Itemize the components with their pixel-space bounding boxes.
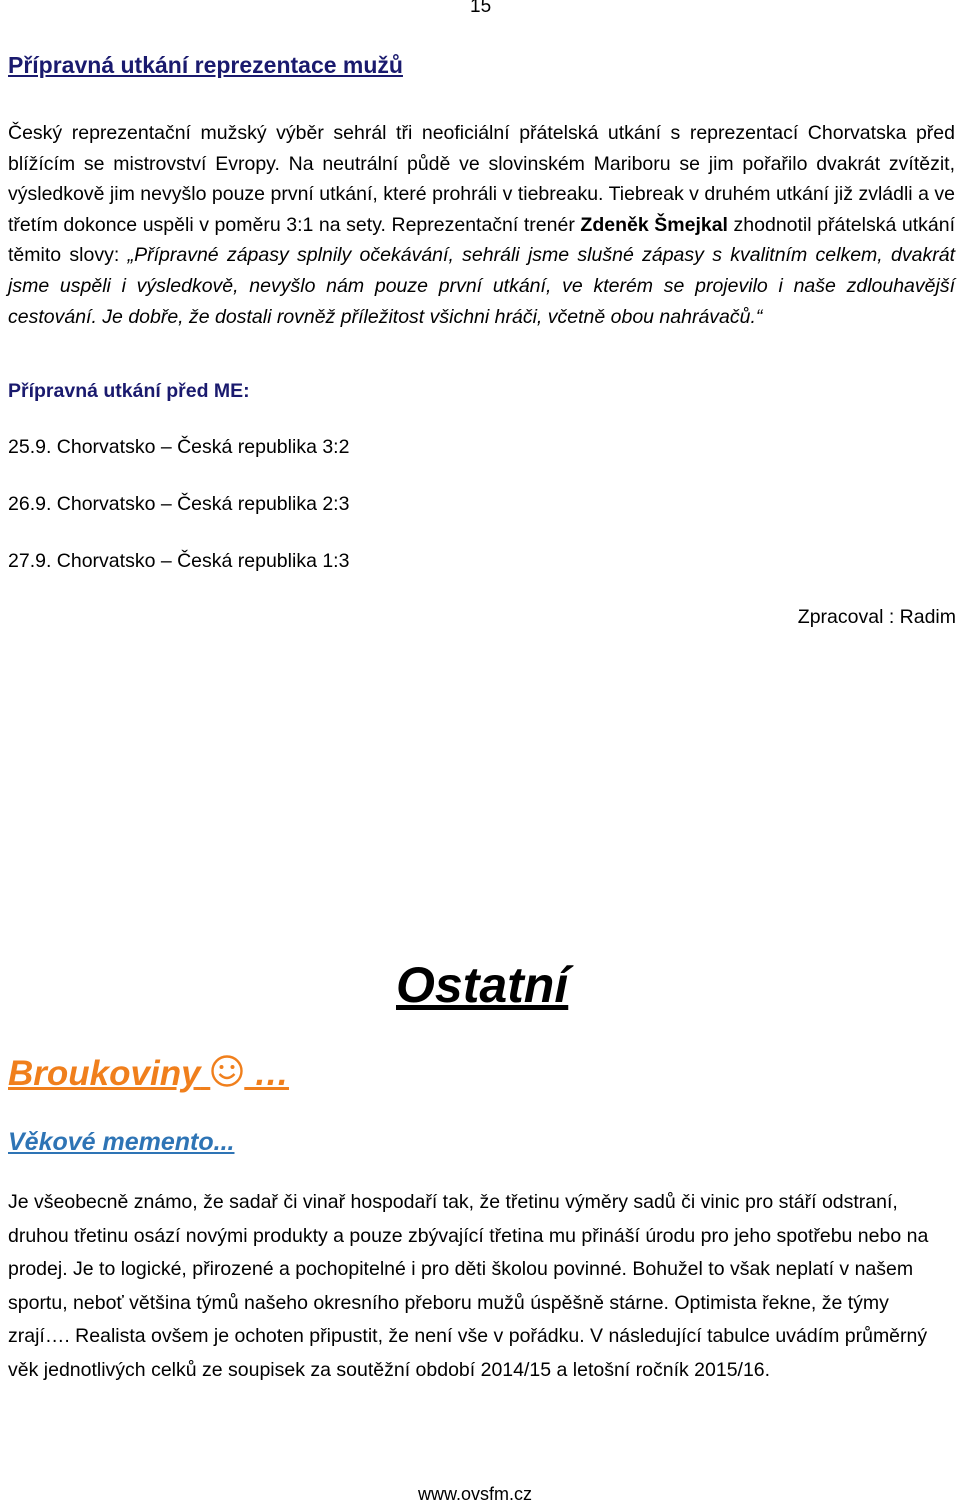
subsection-title: Věkové memento... bbox=[8, 1128, 235, 1156]
match-result: 26.9. Chorvatsko – Česká republika 2:3 bbox=[8, 493, 350, 515]
matches-heading: Přípravná utkání před ME: bbox=[8, 380, 250, 402]
paragraph-text-1: Český reprezentační mužský výběr sehrál tři neoficiální přátelská utkání s reprezentací Chorvatska před blížícím se mistrovství Evropy. Na neutrální půdě ve slovinském Mariboru se jim pořařilo dvakrát zvítězit, výsledkově jim nevyšlo pouze první utkání, které prohráli v tiebreaku. Tiebreak v druhém utkání již zvládli a ve třetím dokonce uspěli v poměru 3:1 na sety. Reprezentační trenér bbox=[8, 122, 955, 236]
paragraph-text-2: zhodnotil přátelská utkání těmito slovy: bbox=[8, 213, 955, 267]
smiley-icon bbox=[210, 1054, 244, 1097]
page-number: 15 bbox=[470, 0, 492, 17]
section-title: Ostatní bbox=[396, 957, 569, 1013]
author-credit: Zpracoval : Radim bbox=[797, 606, 956, 628]
article-paragraph bbox=[8, 118, 955, 332]
coach-quote: „Přípravné zápasy splnily očekávání, sehráli jsme slušné zápasy s kvalitním celkem, dvakrát jsme uspěli i výsledkově, nevyšlo nám pouze první utkání, ve kterém se projevilo i naše zdlouhavější cestování. Je dobře, že dostali rovněž příležitost všichni hráči, včetně obou nahrávačů.“ bbox=[8, 244, 955, 328]
article-heading: Přípravná utkání reprezentace mužů bbox=[8, 52, 403, 78]
match-result: 27.9. Chorvatsko – Česká republika 1:3 bbox=[8, 550, 350, 572]
footer-url[interactable]: www.ovsfm.cz bbox=[418, 1484, 533, 1504]
match-result: 25.9. Chorvatsko – Česká republika 3:2 bbox=[8, 436, 350, 458]
memento-paragraph: Je všeobecně známo, že sadař či vinař hospodaří tak, že třetinu výměry sadů či vinic pro stáří odstraní, druhou třetinu osází novými produkty a pouze zbývající třetina mu přináší úrodu pro jeho spotřebu nebo na prodej. Je to logické, přirozené a pochopitelné i pro děti školou povinné. Bohužel to však neplatí v našem sportu, neboť většina týmů našeho okresního přeboru mužů úspěšně stárne. Optimista řekne, že týmy zrají…. Realista ovšem je ochoten připustit, že není vše v pořádku. V následující tabulce uvádím průměrný věk jednotlivých celků ze soupisek za soutěžní období 2014/15 a letošní ročník 2015/16. bbox=[8, 1191, 929, 1381]
column-title-text: Broukoviny bbox=[8, 1054, 201, 1093]
column-title-ellipsis: … bbox=[254, 1054, 290, 1093]
column-title bbox=[8, 1054, 289, 1097]
coach-name: Zdeněk Šmejkal bbox=[580, 213, 728, 236]
